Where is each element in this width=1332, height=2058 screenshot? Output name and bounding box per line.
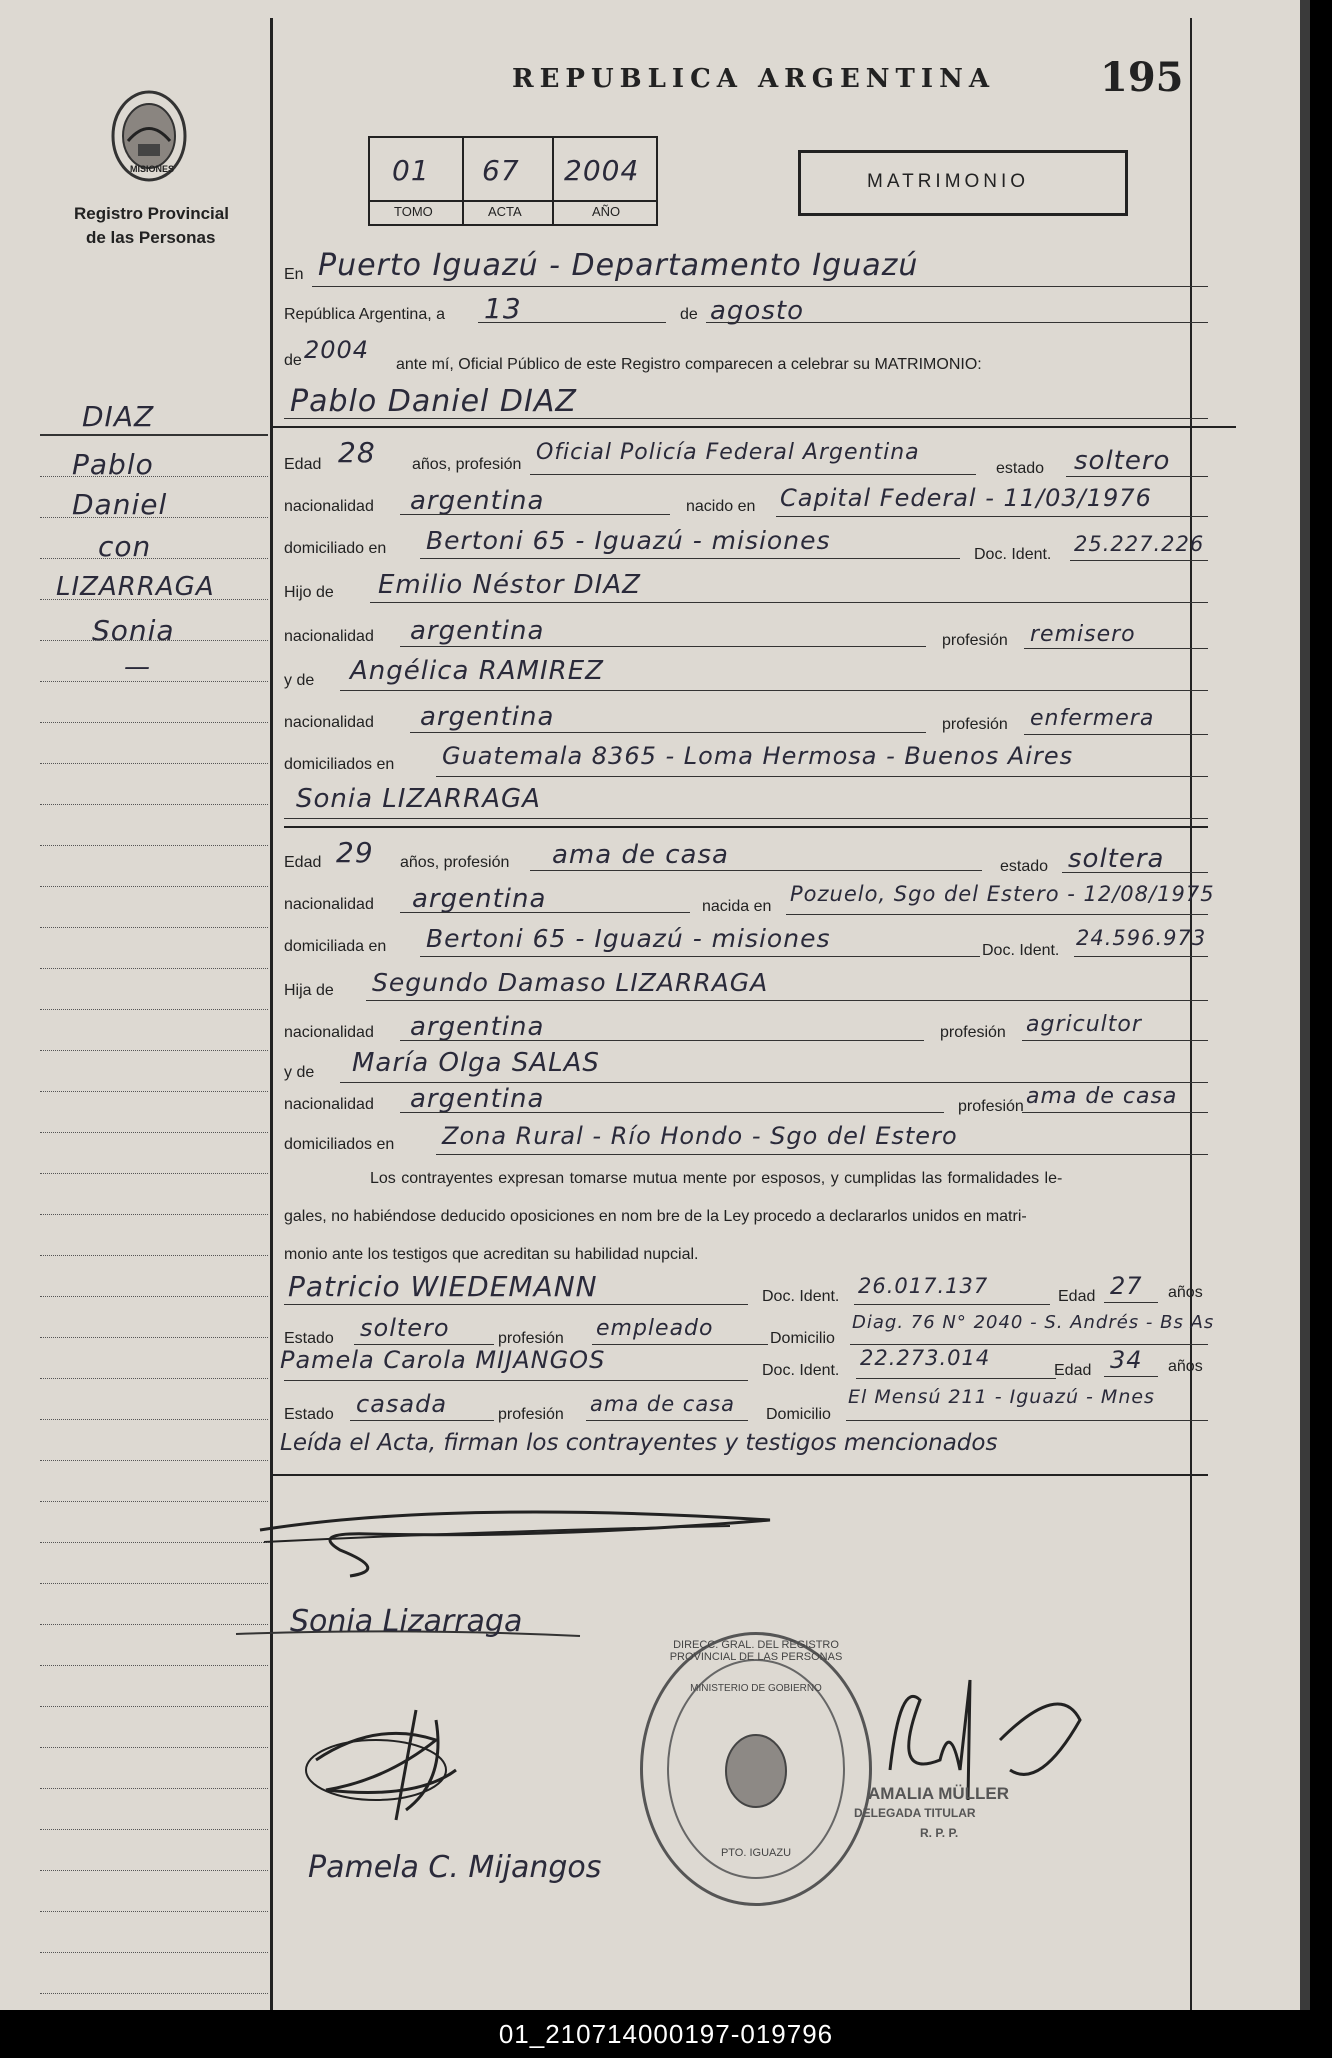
declaration-line3: monio ante los testigos que acreditan su habilidad nupcial. <box>284 1246 699 1263</box>
margin-rule-line <box>40 1706 268 1707</box>
margin-rule-line <box>40 1788 268 1789</box>
witness2-dom-label: Domicilio <box>766 1406 831 1423</box>
bride-doc: 24.596.973 <box>1076 926 1207 950</box>
witness1-prof-label: profesión <box>498 1330 564 1347</box>
groom-father: Emilio Néstor DIAZ <box>378 570 641 600</box>
witness2-signature-text: Pamela C. Mijangos <box>308 1850 602 1885</box>
bride-edad-label: Edad <box>284 854 322 871</box>
groom-father-nac: argentina <box>410 616 545 646</box>
witness1-anos-label: años <box>1168 1284 1203 1301</box>
bride-parents-address: Zona Rural - Río Hondo - Sgo del Estero <box>442 1122 958 1150</box>
acta-label: ACTA <box>488 204 522 219</box>
bride-mother-nac-label: nacionalidad <box>284 1096 374 1113</box>
bride-mother: María Olga SALAS <box>352 1048 600 1078</box>
margin-rule-line <box>40 517 268 518</box>
groom-mother: Angélica RAMIREZ <box>350 656 604 686</box>
margin-rule-line <box>40 1993 268 1994</box>
margin-rule-line <box>40 1296 268 1297</box>
margin-rule-line <box>40 599 268 600</box>
bride-signature-text: Sonia Lizarraga <box>290 1604 523 1639</box>
witness1-signature <box>296 1700 496 1830</box>
registry-name-line2: de las Personas <box>86 228 216 247</box>
groom-yde-label: y de <box>284 672 315 689</box>
witness2-name: Pamela Carola MIJANGOS <box>280 1346 606 1374</box>
seal-place: PTO. IGUAZU <box>720 1847 792 1859</box>
crest-label: MISIONES <box>130 164 175 174</box>
doc-type-box <box>798 150 1128 216</box>
official-office: R. P. P. <box>920 1826 959 1840</box>
margin-rule-line <box>40 640 268 641</box>
witness1-doc-label: Doc. Ident. <box>762 1288 840 1305</box>
place-value: Puerto Iguazú - Departamento Iguazú <box>318 248 919 283</box>
bride-birth: Pozuelo, Sgo del Estero - 12/08/1975 <box>790 882 1215 906</box>
margin-rule-line <box>40 1214 268 1215</box>
groom-address: Bertoni 65 - Iguazú - misiones <box>426 526 831 555</box>
margin-rule-line <box>40 558 268 559</box>
witness1-profession: empleado <box>596 1316 714 1341</box>
intro-text: ante mí, Oficial Público de este Registro comparecen a celebrar su MATRIMONIO: <box>396 356 982 373</box>
seal-inner-text: MINISTERIO DE GOBIERNO <box>690 1683 822 1694</box>
tomo-value: 01 <box>392 154 430 187</box>
margin-given-name: Pablo <box>72 448 154 481</box>
witness2-profession: ama de casa <box>590 1392 736 1416</box>
declaration-line2: gales, no habiéndose deducido oposiciones en nom bre de la Ley procedo a declararlos unidos en matri- <box>284 1208 1027 1225</box>
page-number: 195 <box>1100 54 1184 101</box>
groom-edad-label: Edad <box>284 456 322 473</box>
witness2-age: 34 <box>1110 1346 1143 1374</box>
margin-rule-line <box>40 886 268 887</box>
margin-rule-line <box>40 1501 268 1502</box>
groom-mother-nac-label: nacionalidad <box>284 714 374 731</box>
margin-rule-line <box>40 1665 268 1666</box>
seal-crest-icon <box>721 1731 791 1811</box>
seal-text: DIRECC. GRAL. DEL REGISTRO PROVINCIAL DE LAS PERSONAS <box>669 1639 843 1663</box>
margin-rule-line <box>40 927 268 928</box>
bride-estado: soltera <box>1068 844 1165 874</box>
bride-father: Segundo Damaso LIZARRAGA <box>372 968 769 997</box>
groom-dom-label: domiciliado en <box>284 540 387 557</box>
margin-rule-line <box>40 1378 268 1379</box>
witness1-dom-label: Domicilio <box>770 1330 835 1347</box>
bride-nationality: argentina <box>412 884 547 914</box>
right-rule <box>1190 18 1192 2010</box>
groom-nac-label: nacionalidad <box>284 498 374 515</box>
margin-rule-line <box>40 804 268 805</box>
groom-nacido-label: nacido en <box>686 498 756 515</box>
bride-mother-prof-label: profesión <box>958 1098 1024 1115</box>
de-label: de <box>680 306 698 323</box>
witness2-estado: casada <box>356 1390 448 1418</box>
bride-yde-label: y de <box>284 1064 315 1081</box>
witness2-address: El Mensú 211 - Iguazú - Mnes <box>848 1386 1155 1408</box>
margin-rule-line <box>40 1050 268 1051</box>
groom-doc-label: Doc. Ident. <box>974 546 1052 563</box>
margin-rule-line <box>40 1870 268 1871</box>
groom-nationality: argentina <box>410 486 545 516</box>
closing-text: Leída el Acta, firman los contrayentes y testigos mencionados <box>280 1430 998 1456</box>
year-value: 2004 <box>304 336 370 364</box>
registry-seal <box>640 1632 872 1906</box>
anio-label: AÑO <box>592 204 621 219</box>
bride-father-nac: argentina <box>410 1012 545 1042</box>
acta-value: 67 <box>482 154 520 187</box>
groom-estado: soltero <box>1074 446 1171 476</box>
witness1-age: 27 <box>1110 1272 1143 1300</box>
witness1-estado-label: Estado <box>284 1330 334 1347</box>
witness2-edad-label: Edad <box>1054 1362 1092 1379</box>
margin-rule-line <box>40 1132 268 1133</box>
margin-rule-line <box>40 845 268 846</box>
margin-rule-line <box>40 1337 268 1338</box>
bride-name: Sonia LIZARRAGA <box>296 784 541 814</box>
margin-rule-line <box>40 1255 268 1256</box>
year-prefix: de <box>284 352 302 369</box>
margin-bride-surname: LIZARRAGA <box>56 572 215 602</box>
bride-nacida-label: nacida en <box>702 898 772 915</box>
doc-type: MATRIMONIO <box>867 171 1030 192</box>
official-title: DELEGADA TITULAR <box>854 1806 976 1820</box>
margin-rule-line <box>40 1583 268 1584</box>
bride-mother-nac: argentina <box>410 1084 545 1114</box>
bride-hija-label: Hija de <box>284 982 334 999</box>
declaration-line1: Los contrayentes expresan tomarse mutua mente por esposos, y cumplidas las formalidades le- <box>370 1170 1063 1187</box>
tomo-label: TOMO <box>394 204 433 219</box>
registry-name-line1: Registro Provincial <box>74 204 229 223</box>
groom-profession: Oficial Policía Federal Argentina <box>536 440 920 465</box>
margin-rule-line <box>40 1624 268 1625</box>
groom-father-prof: remisero <box>1030 622 1136 647</box>
witness2-doc: 22.273.014 <box>860 1346 991 1370</box>
groom-father-prof-label: profesión <box>942 632 1008 649</box>
groom-birth: Capital Federal - 11/03/1976 <box>780 484 1152 512</box>
witness1-name: Patricio WIEDEMANN <box>288 1270 598 1303</box>
margin-rule-line <box>40 1091 268 1092</box>
groom-parents-dom-label: domiciliados en <box>284 756 395 773</box>
province-crest <box>108 86 190 186</box>
margin-rule-line <box>40 763 268 764</box>
margin-rule-line <box>40 476 268 477</box>
en-label: En <box>284 266 304 283</box>
bride-profession: ama de casa <box>552 840 729 870</box>
bride-father-prof-label: profesión <box>940 1024 1006 1041</box>
margin-rule-line <box>40 1009 268 1010</box>
image-id-footer: 01_210714000197-019796 <box>0 2010 1332 2058</box>
record-number-box <box>368 136 658 226</box>
margin-rule-line <box>40 1911 268 1912</box>
bride-prof-label: años, profesión <box>400 854 510 871</box>
margin-rule-line <box>40 1173 268 1174</box>
bride-father-nac-label: nacionalidad <box>284 1024 374 1041</box>
rep-label: República Argentina, a <box>284 306 445 323</box>
groom-signature <box>250 1490 790 1580</box>
bride-mother-prof: ama de casa <box>1026 1084 1178 1109</box>
margin-rule-line <box>40 722 268 723</box>
margin-rule-line <box>40 1460 268 1461</box>
country-title: REPUBLICA ARGENTINA <box>512 64 996 94</box>
margin-rule-line <box>40 968 268 969</box>
bride-doc-label: Doc. Ident. <box>982 942 1060 959</box>
anio-value: 2004 <box>564 154 640 187</box>
groom-father-nac-label: nacionalidad <box>284 628 374 645</box>
bride-father-prof: agricultor <box>1026 1012 1142 1037</box>
binding-edge <box>1300 0 1310 2010</box>
margin-dash: — <box>124 652 151 682</box>
margin-middle-name: Daniel <box>72 488 168 521</box>
margin-rule-line <box>40 1952 268 1953</box>
margin-rule-line <box>40 1747 268 1748</box>
bride-address: Bertoni 65 - Iguazú - misiones <box>426 924 831 953</box>
bride-parents-dom-label: domiciliados en <box>284 1136 395 1153</box>
margin-rule-line <box>40 1829 268 1830</box>
groom-mother-prof-label: profesión <box>942 716 1008 733</box>
margin-con: con <box>98 530 152 563</box>
witness2-anos-label: años <box>1168 1358 1203 1375</box>
margin-rule-line <box>40 681 268 682</box>
groom-age: 28 <box>338 436 376 469</box>
groom-mother-prof: enfermera <box>1030 706 1155 731</box>
month-value: agosto <box>710 296 804 326</box>
groom-parents-address: Guatemala 8365 - Loma Hermosa - Buenos Aires <box>442 742 1074 770</box>
bride-estado-label: estado <box>1000 858 1049 875</box>
groom-hijo-label: Hijo de <box>284 584 334 601</box>
bride-nac-label: nacionalidad <box>284 896 374 913</box>
day-value: 13 <box>484 292 522 325</box>
bride-age: 29 <box>336 836 374 869</box>
margin-rule-line <box>40 1419 268 1420</box>
groom-doc: 25.227.226 <box>1074 532 1205 556</box>
witness1-estado: soltero <box>360 1314 450 1342</box>
margin-bride-name: Sonia <box>92 614 175 647</box>
witness2-prof-label: profesión <box>498 1406 564 1423</box>
witness1-doc: 26.017.137 <box>858 1274 989 1298</box>
official-signature <box>860 1660 1110 1830</box>
margin-rule-line <box>40 1542 268 1543</box>
groom-estado-label: estado <box>996 460 1045 477</box>
bride-dom-label: domiciliada en <box>284 938 387 955</box>
official-name: AMALIA MÜLLER <box>868 1784 1010 1803</box>
groom-name: Pablo Daniel DIAZ <box>290 384 577 419</box>
margin-surname: DIAZ <box>82 400 155 433</box>
margin-rule <box>270 18 273 2010</box>
groom-mother-nac: argentina <box>420 702 555 732</box>
witness1-address: Diag. 76 N° 2040 - S. Andrés - Bs As <box>852 1312 1215 1333</box>
groom-prof-label: años, profesión <box>412 456 522 473</box>
witness1-edad-label: Edad <box>1058 1288 1096 1305</box>
witness2-doc-label: Doc. Ident. <box>762 1362 840 1379</box>
witness2-estado-label: Estado <box>284 1406 334 1423</box>
